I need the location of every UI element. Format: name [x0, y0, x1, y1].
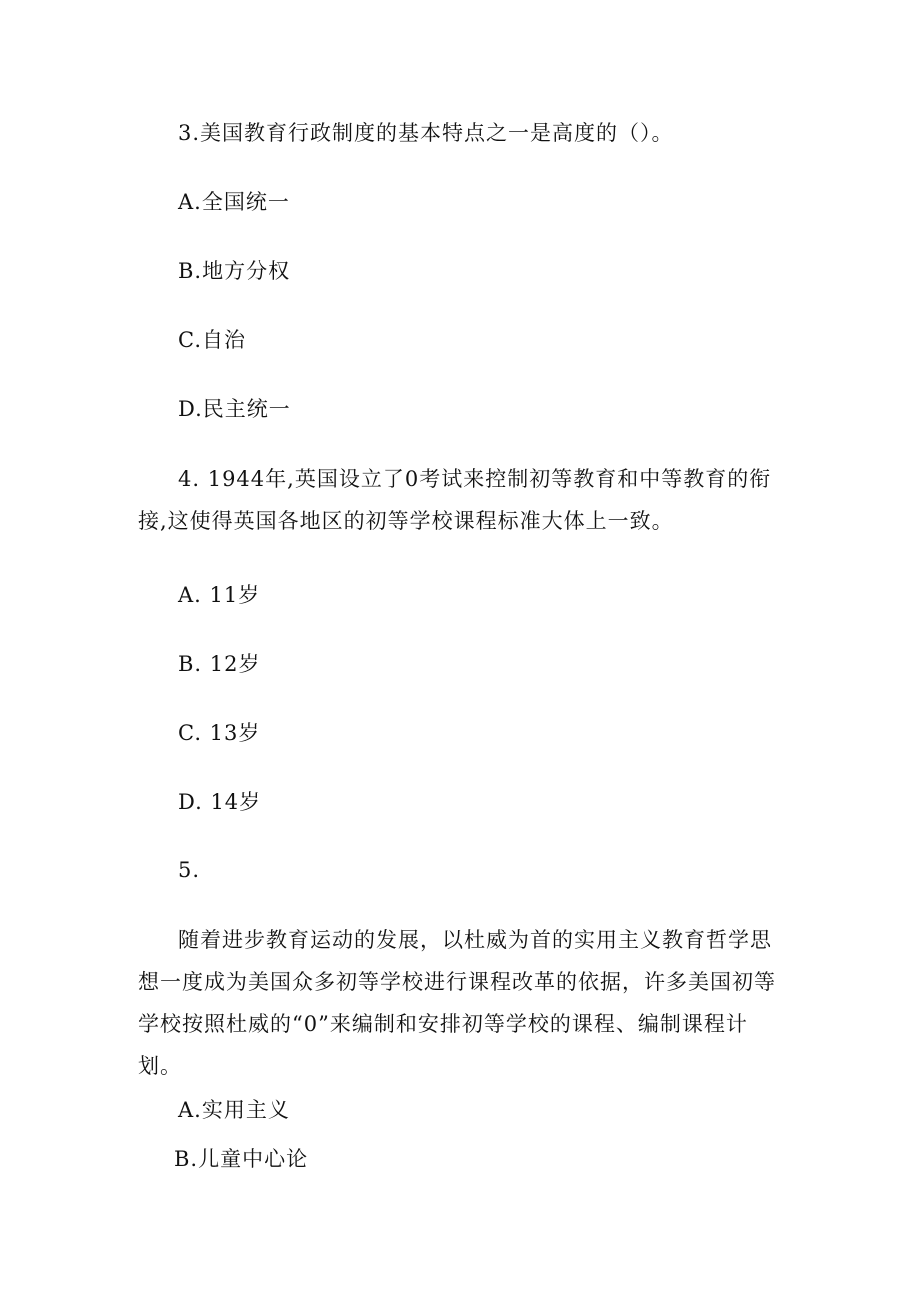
- question-5-option-a: A.实用主义: [178, 1098, 290, 1122]
- question-3-option-d: D.民主统一: [178, 397, 291, 421]
- question-4-option-a: A. 11岁: [178, 583, 261, 607]
- question-3-option-a: A.全国统一: [178, 190, 290, 214]
- question-5-stem: 随着进步教育运动的发展，以杜威为首的实用主义教育哲学思想一度成为美国众多初等学校进行课程改革的依据，许多美国初等学校按照杜威的“0”来编制和安排初等学校的课程、编制课程计划。: [138, 928, 776, 1078]
- question-4-option-d: D. 14岁: [178, 790, 262, 814]
- question-4-option-c: C. 13岁: [178, 721, 261, 745]
- question-3-option-c: C.自治: [178, 328, 246, 352]
- question-4-option-b: B. 12岁: [178, 652, 261, 676]
- question-3-option-b: B.地方分权: [178, 259, 291, 283]
- question-3-stem: 3.美国教育行政制度的基本特点之一是高度的（）。: [178, 121, 674, 145]
- question-5-number: 5.: [178, 858, 201, 882]
- question-4-stem: 4. 1944年,英国设立了0考试来控制初等教育和中等教育的衔接,这使得英国各地区的初等学校课程标准大体上一致。: [138, 467, 772, 533]
- question-5-option-b: B.儿童中心论: [174, 1147, 309, 1171]
